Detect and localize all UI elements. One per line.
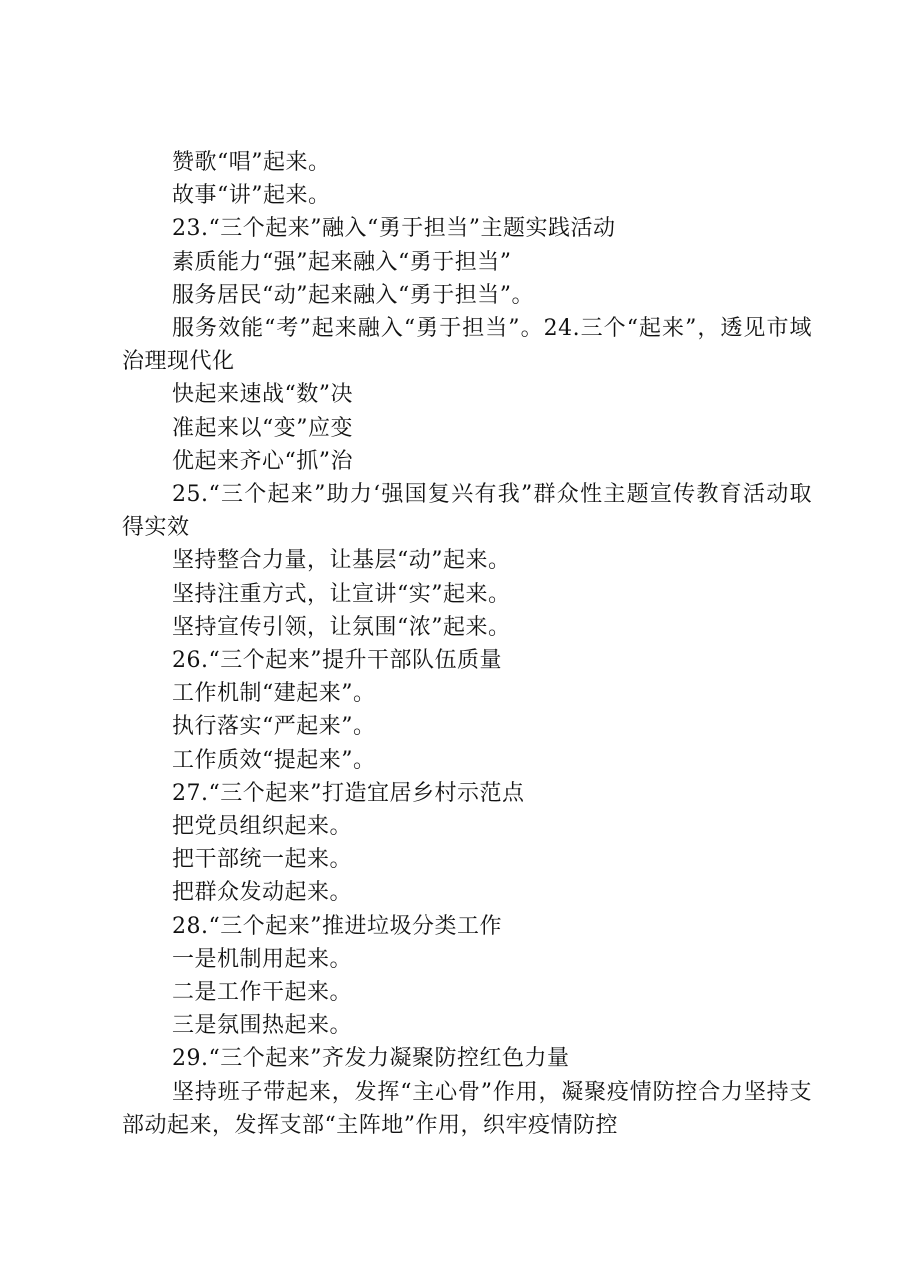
section-heading: 26.“三个起来”提升干部队伍质量 [172,648,502,674]
section-heading: 25.“三个起来”助力‘强国复兴有我”群众性主题宣传教育活动取得实效 [122,482,812,541]
paragraph: 快起来速战“数”决 [172,382,353,408]
paragraph: 坚持注重方式，让宣讲“实”起来。 [172,581,511,607]
paragraph: 坚持班子带起来，发挥“主心骨”作用，凝聚疫情防控合力坚持支部动起来，发挥支部“主阵地”作用，织牢疫情防控 [122,1079,812,1138]
section-heading: 29.“三个起来”齐发力凝聚防控红色力量 [172,1046,570,1072]
paragraph: 优起来齐心“抓”治 [172,448,353,474]
paragraph: 把干部统一起来。 [172,847,353,873]
paragraph: 素质能力“强”起来融入“勇于担当” [172,249,512,275]
paragraph: 执行落实“严起来”。 [172,714,376,740]
paragraph: 准起来以“变”应变 [172,415,353,441]
paragraph: 二是工作干起来。 [172,980,353,1006]
paragraph: 一是机制用起来。 [172,946,353,972]
paragraph: 故事“讲”起来。 [172,183,331,209]
paragraph: 服务效能“考”起来融入“勇于担当”。24.三个“起来”，透见市域治理现代化 [122,316,812,375]
paragraph: 把群众发动起来。 [172,880,353,906]
section-heading: 28.“三个起来”推进垃圾分类工作 [172,913,502,939]
paragraph: 坚持宣传引领，让氛围“浓”起来。 [172,614,511,640]
paragraph: 赞歌“唱”起来。 [172,150,331,175]
paragraph: 三是氛围热起来。 [172,1013,353,1039]
paragraph: 工作质效“提起来”。 [172,747,376,773]
section-heading: 23.“三个起来”融入“勇于担当”主题实践活动 [172,216,616,242]
paragraph: 工作机制“建起来”。 [172,681,376,707]
section-heading: 27.“三个起来”打造宜居乡村示范点 [172,780,525,806]
paragraph: 服务居民“动”起来融入“勇于担当”。 [172,282,534,308]
document-body [122,146,812,1142]
paragraph: 坚持整合力量，让基层“动”起来。 [172,548,511,574]
paragraph: 把党员组织起来。 [172,814,353,840]
